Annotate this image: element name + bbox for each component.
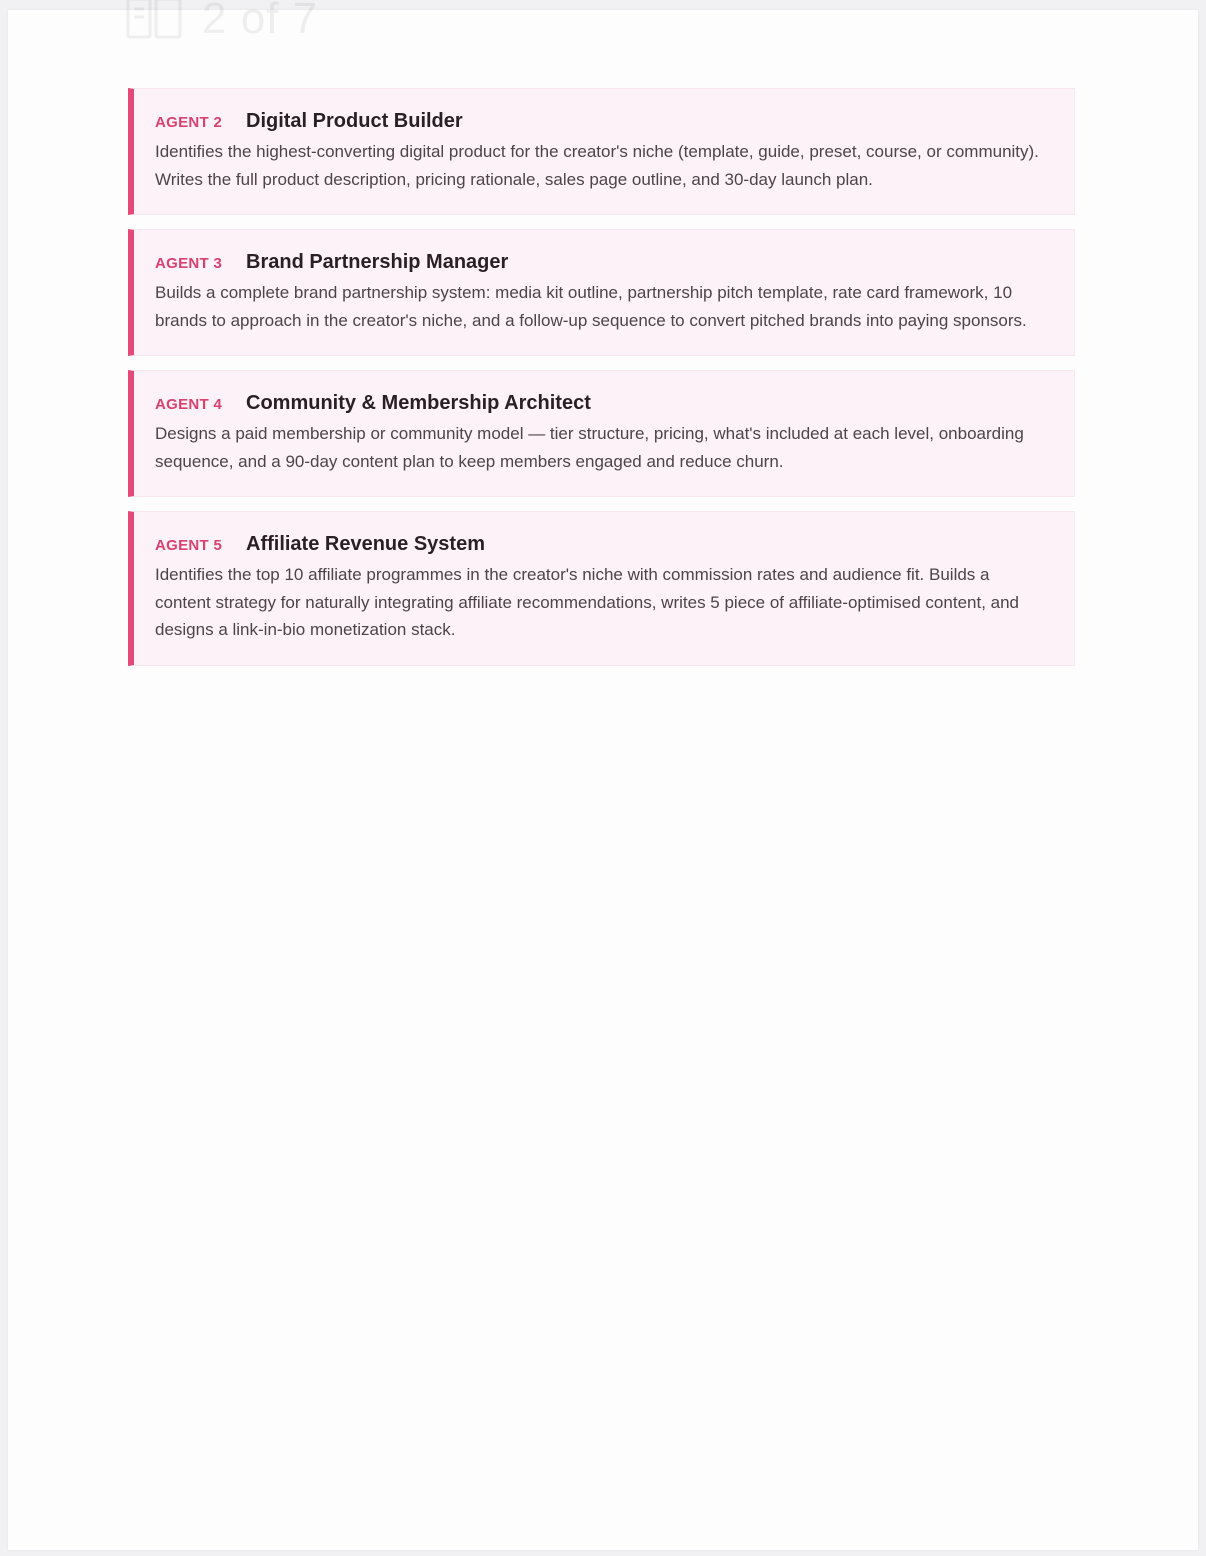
agent-card-3 xyxy=(128,229,1075,356)
agent-header xyxy=(155,110,1046,133)
agent-title: Digital Product Builder xyxy=(246,110,463,132)
agent-tag: AGENT 4 xyxy=(155,396,223,413)
agent-title: Community & Membership Architect xyxy=(246,392,591,414)
page-indicator-text: 2 of 7 xyxy=(202,0,319,43)
agent-card-4 xyxy=(128,370,1075,497)
agent-header xyxy=(155,392,1046,415)
book-icon xyxy=(126,0,182,41)
agent-list xyxy=(128,88,1075,680)
agent-description: Builds a complete brand partnership system: media kit outline, partnership pitch template, rate card framework, 10 brands to approach in the creator's niche, and a follow-up sequence to convert pitched brands into paying sponsors. xyxy=(155,283,1027,330)
document-page xyxy=(8,0,1198,1550)
agent-tag: AGENT 5 xyxy=(155,537,223,554)
agent-tag: AGENT 3 xyxy=(155,255,223,272)
agent-title: Affiliate Revenue System xyxy=(246,533,485,555)
agent-description: Designs a paid membership or community model — tier structure, pricing, what's included at each level, onboarding sequence, and a 90-day content plan to keep members engaged and reduce churn. xyxy=(155,424,1024,471)
agent-card-5 xyxy=(128,511,1075,666)
agent-title: Brand Partnership Manager xyxy=(246,251,509,273)
agent-header xyxy=(155,533,1046,556)
page-indicator[interactable] xyxy=(126,0,318,44)
agent-tag: AGENT 2 xyxy=(155,114,223,131)
agent-header xyxy=(155,251,1046,274)
agent-description: Identifies the highest-converting digital product for the creator's niche (template, guide, preset, course, or community). Writes the full product description, pricing rationale, sales page outline, and 30-day launch plan. xyxy=(155,142,1039,189)
agent-description: Identifies the top 10 affiliate programmes in the creator's niche with commission rates and audience fit. Builds a content strategy for naturally integrating affiliate recommendations, writes 5 piece of affiliate-optimised content, and designs a link-in-bio monetization stack. xyxy=(155,565,1020,639)
agent-card-2 xyxy=(128,88,1075,215)
